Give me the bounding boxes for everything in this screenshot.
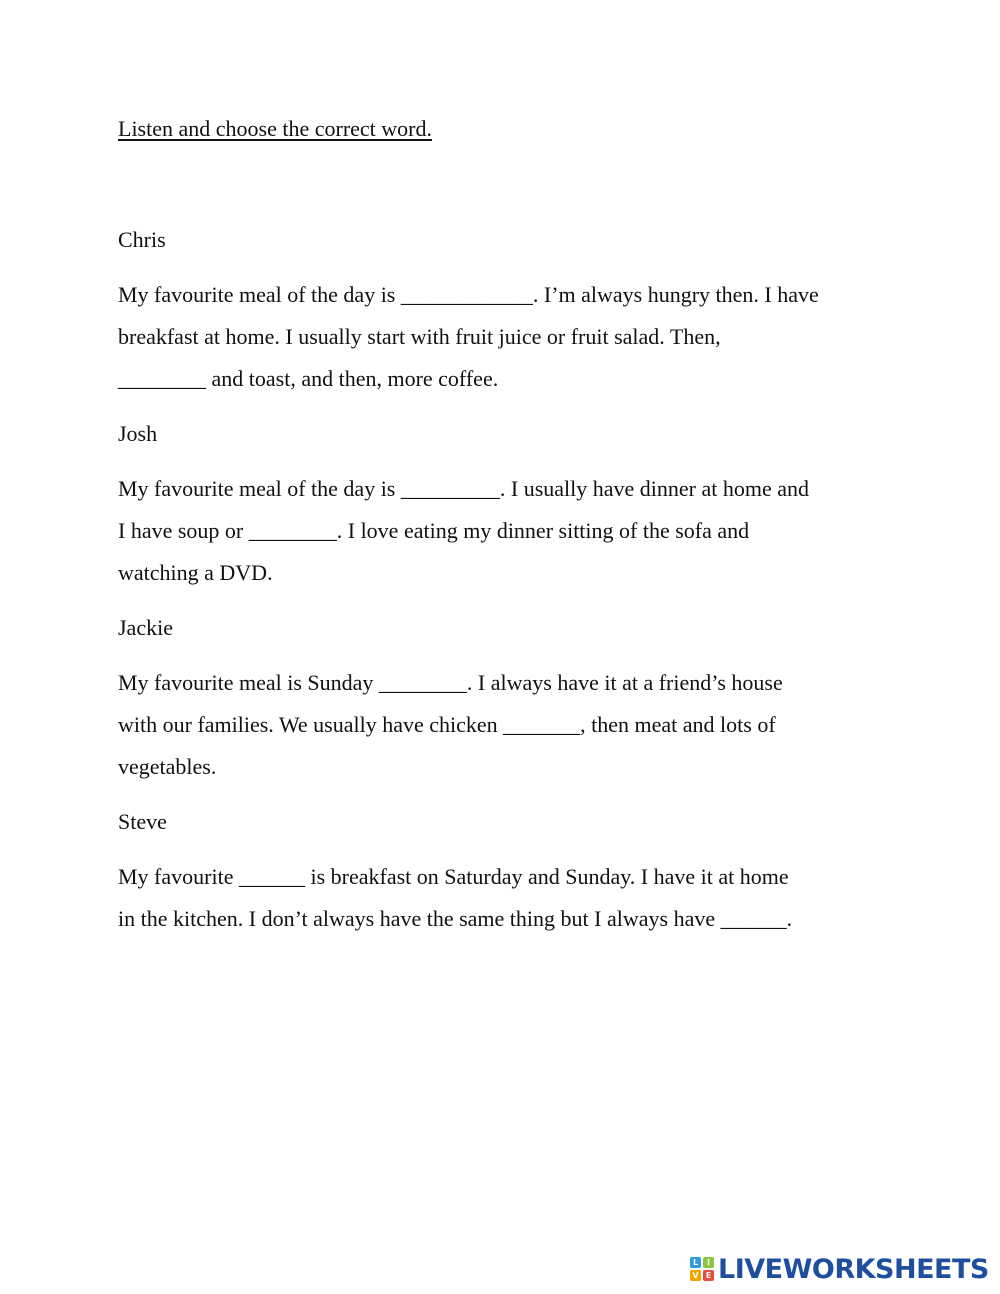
paragraph-line: in the kitchen. I don’t always have the same thing but I always have ______. bbox=[118, 906, 793, 931]
logo-text: LIVEWORKSHEETS bbox=[718, 1253, 989, 1285]
paragraph-line: breakfast at home. I usually start with fruit juice or fruit salad. Then, bbox=[118, 324, 721, 349]
paragraph-line: My favourite meal of the day is ____________. I’m always hungry then. I have bbox=[118, 282, 819, 307]
section-name-steve: Steve bbox=[118, 809, 167, 834]
paragraph-line: I have soup or ________. I love eating my dinner sitting of the sofa and bbox=[118, 518, 750, 543]
logo-square: V bbox=[690, 1270, 701, 1281]
paragraph-line: watching a DVD. bbox=[118, 560, 273, 585]
paragraph-line: My favourite meal is Sunday ________. I always have it at a friend’s house bbox=[118, 670, 783, 695]
liveworksheets-logo bbox=[690, 1252, 989, 1286]
instruction-heading: Listen and choose the correct word. bbox=[118, 116, 432, 141]
section-name-josh: Josh bbox=[118, 421, 158, 446]
logo-square: I bbox=[703, 1257, 714, 1268]
paragraph-line: vegetables. bbox=[118, 754, 217, 779]
paragraph-line: My favourite meal of the day is _________. I usually have dinner at home and bbox=[118, 476, 809, 501]
paragraph-line: My favourite ______ is breakfast on Saturday and Sunday. I have it at home bbox=[118, 864, 789, 889]
section-name-jackie: Jackie bbox=[118, 615, 173, 640]
paragraph-line: with our families. We usually have chicken _______, then meat and lots of bbox=[118, 712, 776, 737]
logo-square: E bbox=[703, 1270, 714, 1281]
paragraph-line: ________ and toast, and then, more coffee. bbox=[118, 366, 499, 391]
section-name-chris: Chris bbox=[118, 227, 166, 252]
logo-square: L bbox=[690, 1257, 701, 1268]
logo-squares-icon bbox=[690, 1257, 714, 1281]
